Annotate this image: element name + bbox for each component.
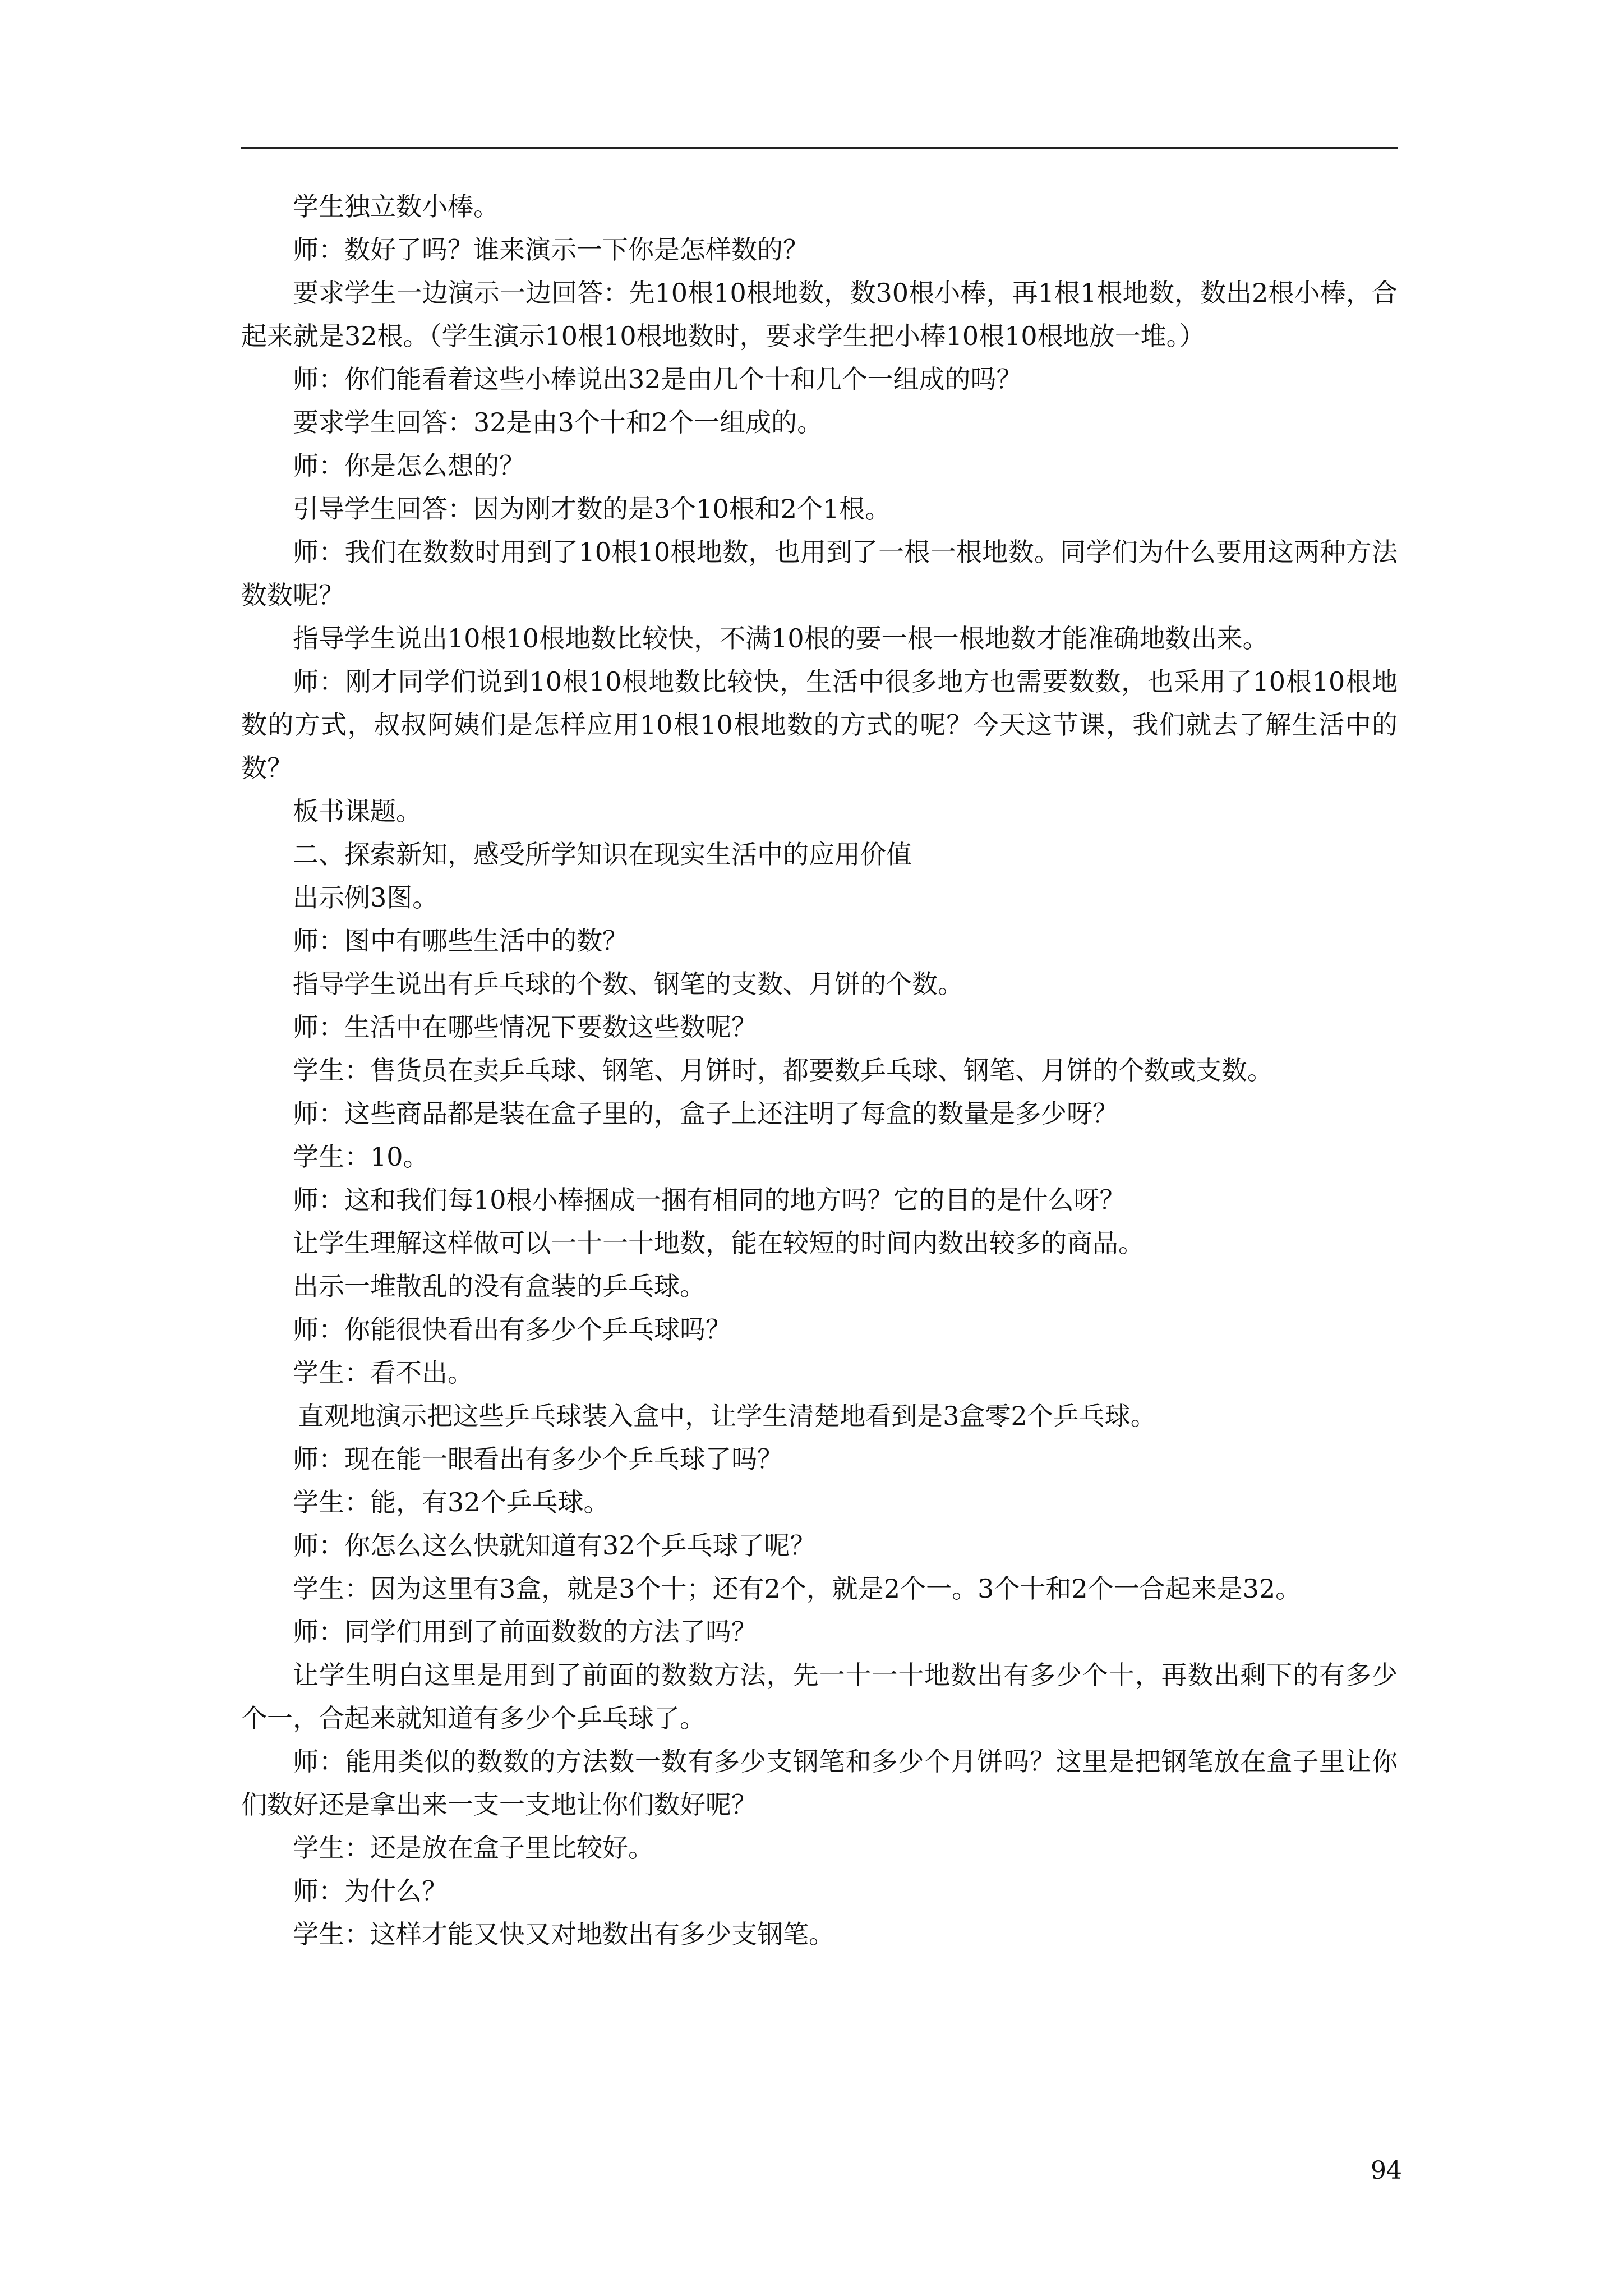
paragraph-18: 师：这些商品都是装在盒子里的，盒子上还注明了每盒的数量是多少呀？ [293, 1098, 1118, 1129]
paragraph-14: 师：图中有哪些生活中的数？ [293, 926, 628, 956]
paragraph-7: 引导学生回答：因为刚才数的是3个10根和2个1根。 [293, 494, 891, 524]
paragraph-10: 师：刚才同学们说到10根10根地数比较快，生活中很多地方也需要数数，也采用了10根10根地数的方式，叔叔阿姨们是怎样应用10根10根地数的方式的呢？今天这节课，我们就去了解生活中的数？ [241, 666, 1398, 783]
paragraph-16: 师：生活中在哪些情况下要数这些数呢？ [293, 1012, 757, 1042]
paragraph-3: 要求学生一边演示一边回答：先10根10根地数，数30根小棒，再1根1根地数，数出2根小棒，合起来就是32根。（学生演示10根10根地数时，要求学生把小棒10根10根地放一堆。） [241, 278, 1398, 351]
paragraph-1: 学生独立数小棒。 [293, 191, 499, 222]
paragraph-8: 师：我们在数数时用到了10根10根地数，也用到了一根一根地数。同学们为什么要用这两种方法数数呢？ [241, 537, 1398, 610]
paragraph-25: 直观地演示把这些乒乓球装入盒中，让学生清楚地看到是3盒零2个乒乓球。 [298, 1401, 1156, 1431]
paragraph-30: 师：同学们用到了前面数数的方法了吗？ [293, 1617, 757, 1647]
paragraph-17: 学生：售货员在卖乒乓球、钢笔、月饼时，都要数乒乓球、钢笔、月饼的个数或支数。 [293, 1055, 1273, 1085]
paragraph-33: 学生：还是放在盒子里比较好。 [293, 1833, 654, 1863]
paragraph-6: 师：你是怎么想的？ [293, 450, 525, 481]
paragraph-34: 师：为什么？ [293, 1876, 448, 1906]
paragraph-15: 指导学生说出有乒乓球的个数、钢笔的支数、月饼的个数。 [293, 969, 963, 999]
paragraph-21: 让学生理解这样做可以一十一十地数，能在较短的时间内数出较多的商品。 [293, 1228, 1144, 1258]
paragraph-26: 师：现在能一眼看出有多少个乒乓球了吗？ [293, 1444, 783, 1474]
paragraph-22: 出示一堆散乱的没有盒装的乒乓球。 [293, 1271, 706, 1301]
paragraph-35: 学生：这样才能又快又对地数出有多少支钢笔。 [293, 1919, 834, 1949]
paragraph-29: 学生：因为这里有3盒，就是3个十；还有2个，就是2个一。3个十和2个一合起来是32。 [293, 1573, 1302, 1604]
paragraph-24: 学生：看不出。 [293, 1358, 473, 1388]
paragraph-9: 指导学生说出10根10根地数比较快，不满10根的要一根一根地数才能准确地数出来。 [293, 623, 1269, 654]
header-rule [241, 147, 1398, 149]
paragraph-20: 师：这和我们每10根小棒捆成一捆有相同的地方吗？它的目的是什么呀？ [293, 1185, 1126, 1215]
page-number: 94 [1371, 2156, 1402, 2185]
paragraph-5: 要求学生回答：32是由3个十和2个一组成的。 [293, 407, 823, 438]
paragraph-28: 师：你怎么这么快就知道有32个乒乓球了呢？ [293, 1530, 816, 1561]
paragraph-32: 师：能用类似的数数的方法数一数有多少支钢笔和多少个月饼吗？这里是把钢笔放在盒子里让你们数好还是拿出来一支一支地让你们数好呢？ [241, 1746, 1398, 1820]
paragraph-19: 学生：10。 [293, 1142, 429, 1172]
paragraph-23: 师：你能很快看出有多少个乒乓球吗？ [293, 1314, 731, 1345]
paragraph-4: 师：你们能看着这些小棒说出32是由几个十和几个一组成的吗？ [293, 364, 1022, 394]
paragraph-31: 让学生明白这里是用到了前面的数数方法，先一十一十地数出有多少个十，再数出剩下的有多少个一，合起来就知道有多少个乒乓球了。 [241, 1660, 1398, 1733]
section-heading: 二、探索新知，感受所学知识在现实生活中的应用价值 [293, 839, 912, 869]
paragraph-2: 师：数好了吗？谁来演示一下你是怎样数的？ [293, 234, 809, 265]
paragraph-11: 板书课题。 [293, 796, 422, 826]
paragraph-13: 出示例3图。 [293, 882, 439, 913]
paragraph-27: 学生：能，有32个乒乓球。 [293, 1487, 610, 1517]
document-body [241, 185, 1398, 1956]
